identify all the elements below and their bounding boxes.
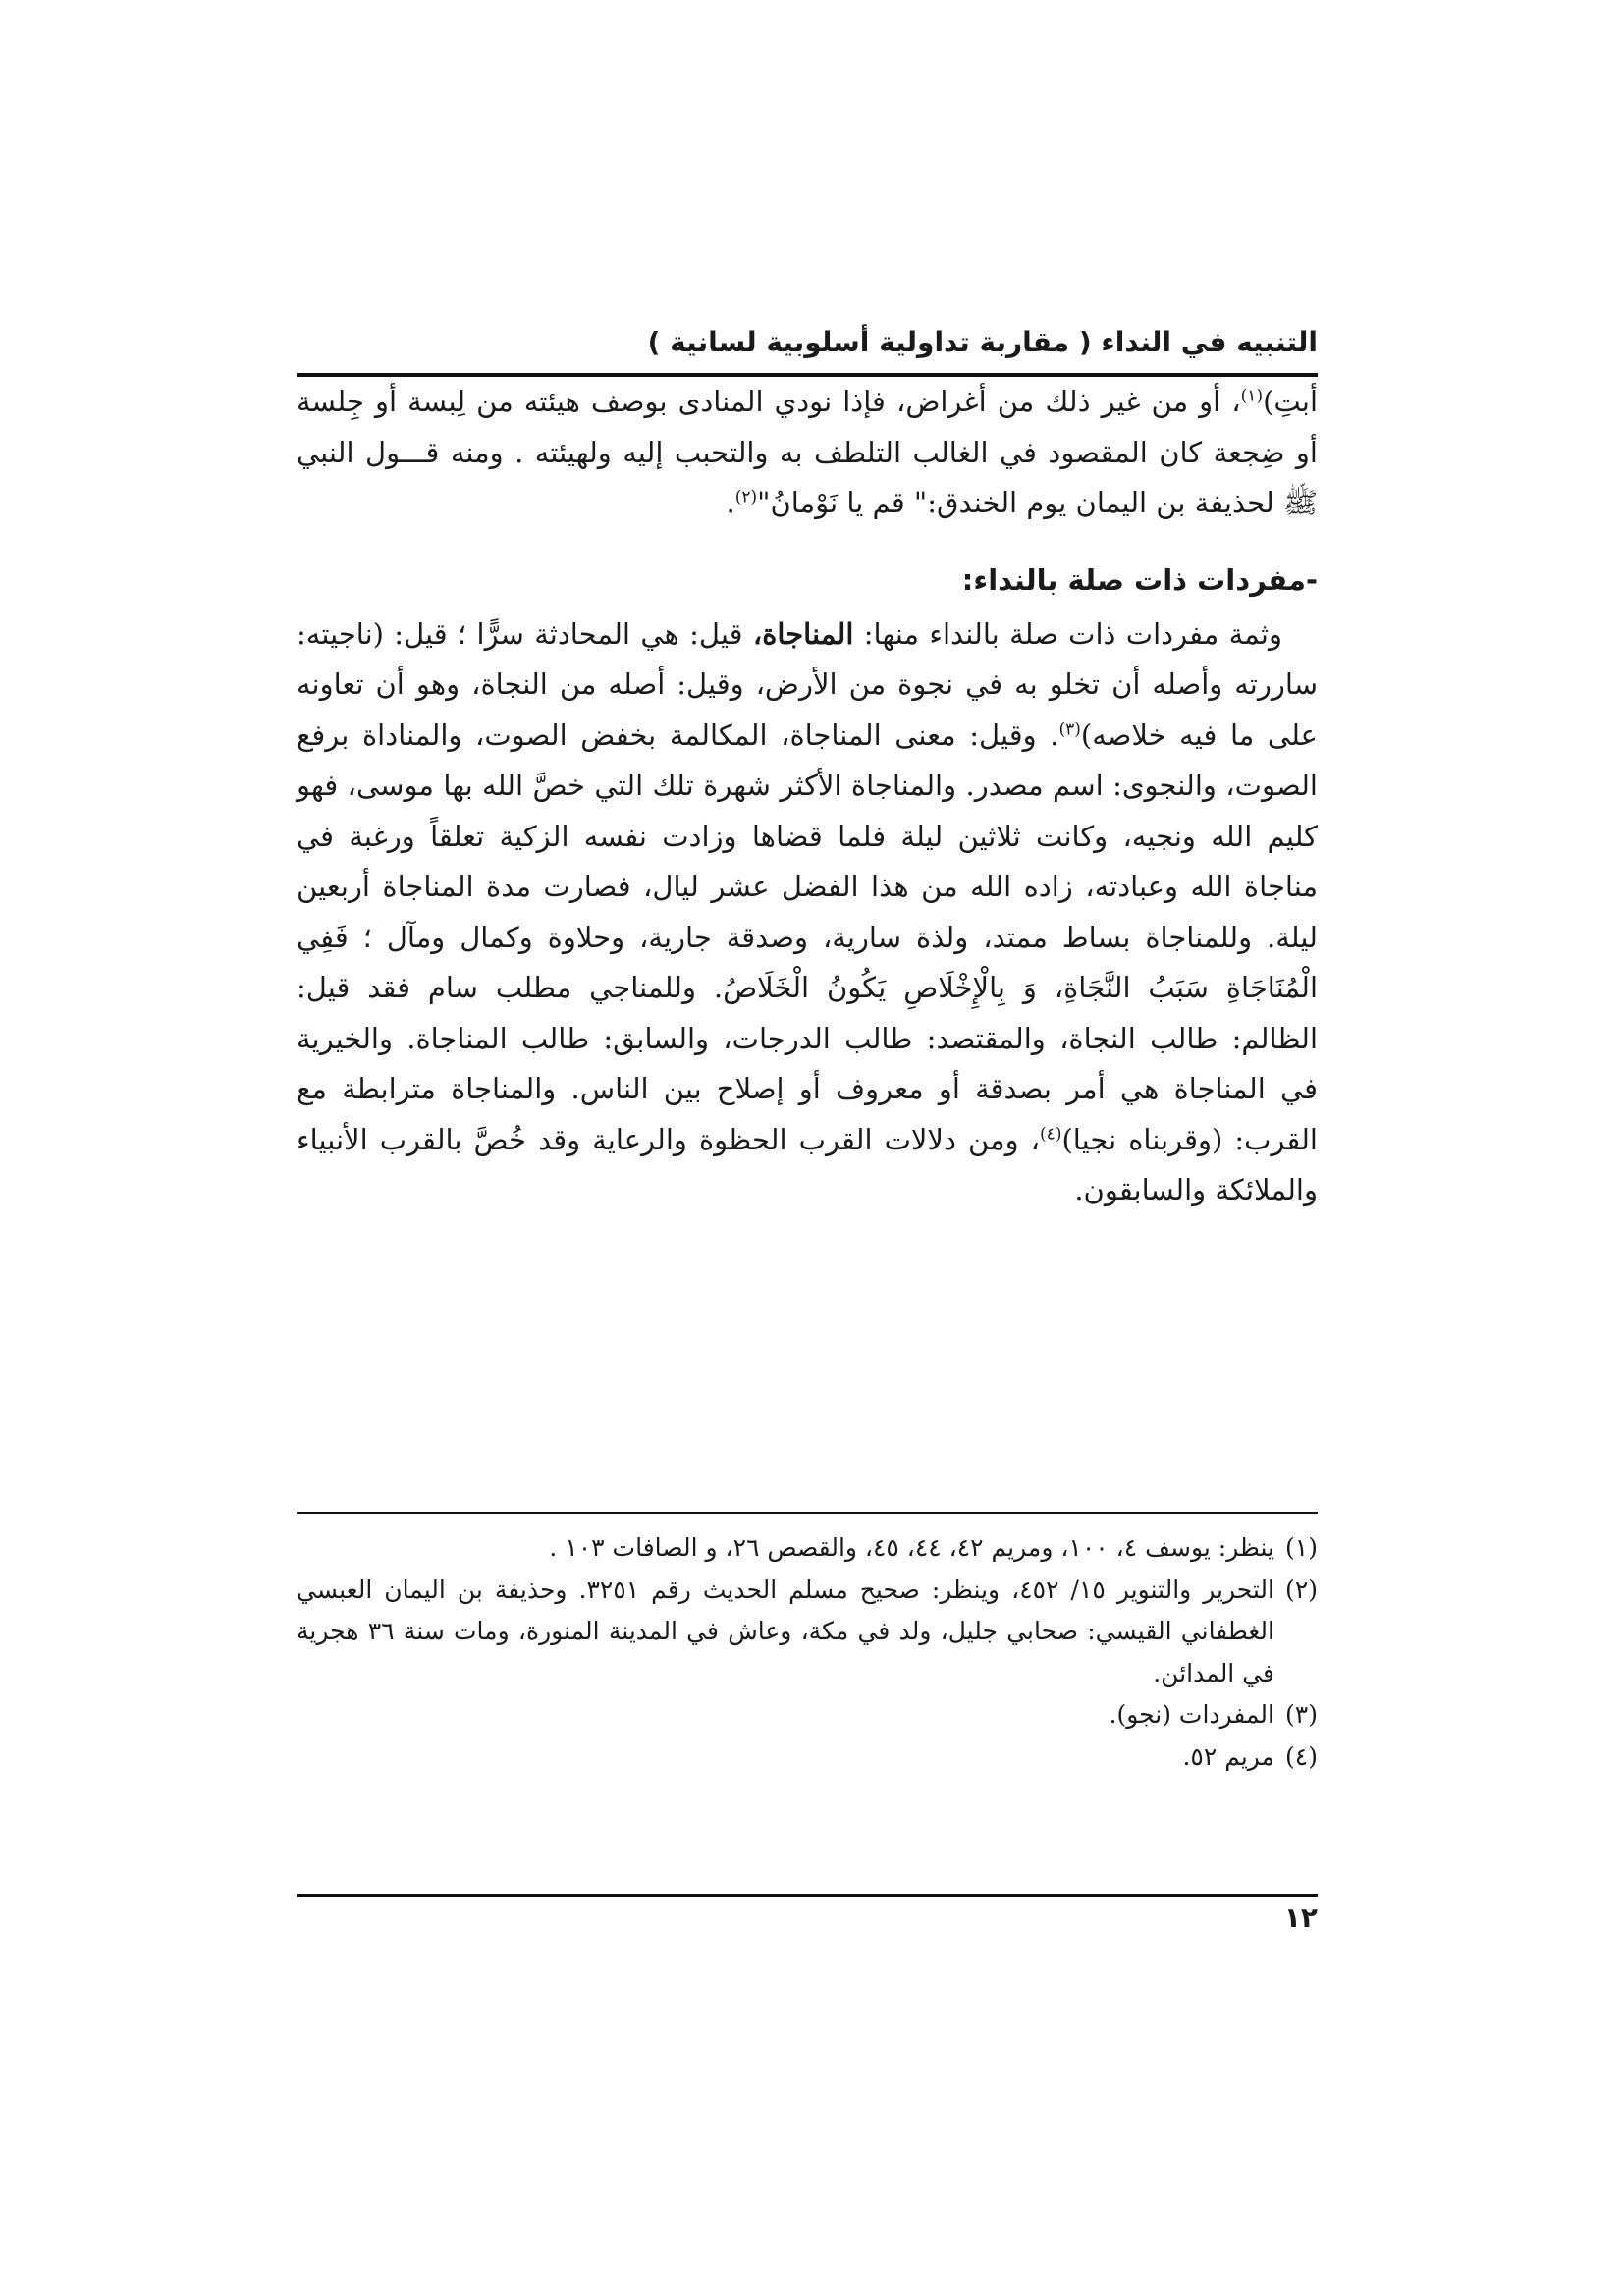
footnote-ref-4[interactable]: (٤) (1040, 1123, 1062, 1144)
footnote-4 (297, 1736, 1318, 1779)
page-number: ١٢ (1283, 1901, 1318, 1934)
footnote-number: (٤) (1285, 1741, 1318, 1771)
main-paragraph (297, 610, 1318, 1216)
footnote-text: مريم ٥٢. (1182, 1741, 1274, 1771)
footnote-1 (297, 1527, 1318, 1570)
footnote-number: (٣) (1285, 1700, 1318, 1729)
main-text-d: ، ومن دلالات القرب الحظوة والرعاية وقد خُصَّ بالقرب الأنبياء والملائكة والسابقون. (297, 1122, 1318, 1206)
footnote-3 (297, 1694, 1318, 1736)
main-text-a: وثمة مفردات ذات صلة بالنداء منها: (853, 616, 1282, 651)
footnote-ref-3[interactable]: (٣) (1058, 719, 1081, 739)
running-header (297, 320, 1318, 365)
footnote-text: ينظر: يوسف ٤، ١٠٠، ومريم ٤٢، ٤٤، ٤٥، والقصص ٢٦، و الصافات ١٠٣ . (549, 1533, 1274, 1562)
section-heading: -مفردات ذات صلة بالنداء: (961, 562, 1318, 597)
intro-text-b: ، أو من غير ذلك من أغراض، فإذا نودي المنادى بوصف هيئته من لِبسة أو جِلسة أو ضِجعة كان المقصود في الغالب التلطف به والتحبب إليه ولهيئته . ومنه قـــول النبي ﷺ لحذيفة بن اليمان يوم الخندق:" قم يا نَوْمانُ" (297, 385, 1318, 519)
header-title: التنبيه في النداء ( مقاربة تداولية أسلوبية لسانية ) (647, 326, 1318, 358)
main-text-c: . وقيل: معنى المناجاة، المكالمة بخفض الصوت، والمناداة برفع الصوت، والنجوى: اسم مصدر. والمناجاة الأكثر شهرة تلك التي خصَّ الله بها موسى، فهو كليم الله ونجيه، وكانت ثلاثين ليلة فلما قضاها وزادت نفسه الزكية تعلقاً ورغبة في مناجاة الله وعبادته، زاده الله من هذا الفضل عشر ليال، فصارت مدة المناجاة أربعين ليلة. وللمناجاة بساط ممتد، ولذة سارية، وصدقة جارية، وحلاوة وكمال ومآل ؛ فَفِي الْمُنَاجَاةِ سَبَبُ النَّجَاةِ، وَ بِالْإِخْلَاصِ يَكُونُ الْخَلَاصُ. وللمناجي مطلب سام فقد قيل: الظالم: طالب النجاة، والمقتصد: طالب الدرجات، والسابق: طالب المناجاة. والخيرية في المناجاة هي أمر بصدقة أو معروف أو إصلاح بين الناس. والمناجاة مترابطة مع القرب: (وقربناه نجيا) (297, 718, 1318, 1156)
main-text-b: قيل: هي المحادثة سرًّا ؛ قيل: (ناجيته: ساررته وأصله أن تخلو به في نجوة من الأرض، وقيل: أصله من النجاة، وهو أن تعاونه على ما فيه خلاصه) (297, 616, 1318, 752)
footer-rule (297, 1894, 1318, 1897)
footnote-text: التحرير والتنوير ١٥/ ٤٥٢، وينظر: صحيح مسلم الحديث رقم ٣٢٥١. وحذيفة بن اليمان العبسي الغطفاني القيسي: صحابي جليل، ولد في مكة، وعاش في المدينة المنورة، ومات سنة ٣٦ هجرية في المدائن. (297, 1575, 1275, 1687)
keyword-munajat: المناجاة، (752, 616, 854, 651)
footnote-text: المفردات (نجو). (1109, 1700, 1274, 1729)
footnote-ref-1[interactable]: (١) (1240, 386, 1264, 406)
footnote-separator (297, 1512, 1318, 1514)
intro-text-c: . (726, 486, 735, 519)
intro-text-a: أبتِ) (1263, 385, 1318, 418)
footnote-2 (297, 1570, 1318, 1695)
footnote-number: (٢) (1285, 1575, 1319, 1604)
footnote-number: (١) (1285, 1533, 1318, 1562)
footnote-ref-2[interactable]: (٢) (734, 487, 758, 507)
footnotes (297, 1527, 1318, 1778)
intro-paragraph (297, 377, 1318, 529)
main-text (297, 377, 1318, 1216)
